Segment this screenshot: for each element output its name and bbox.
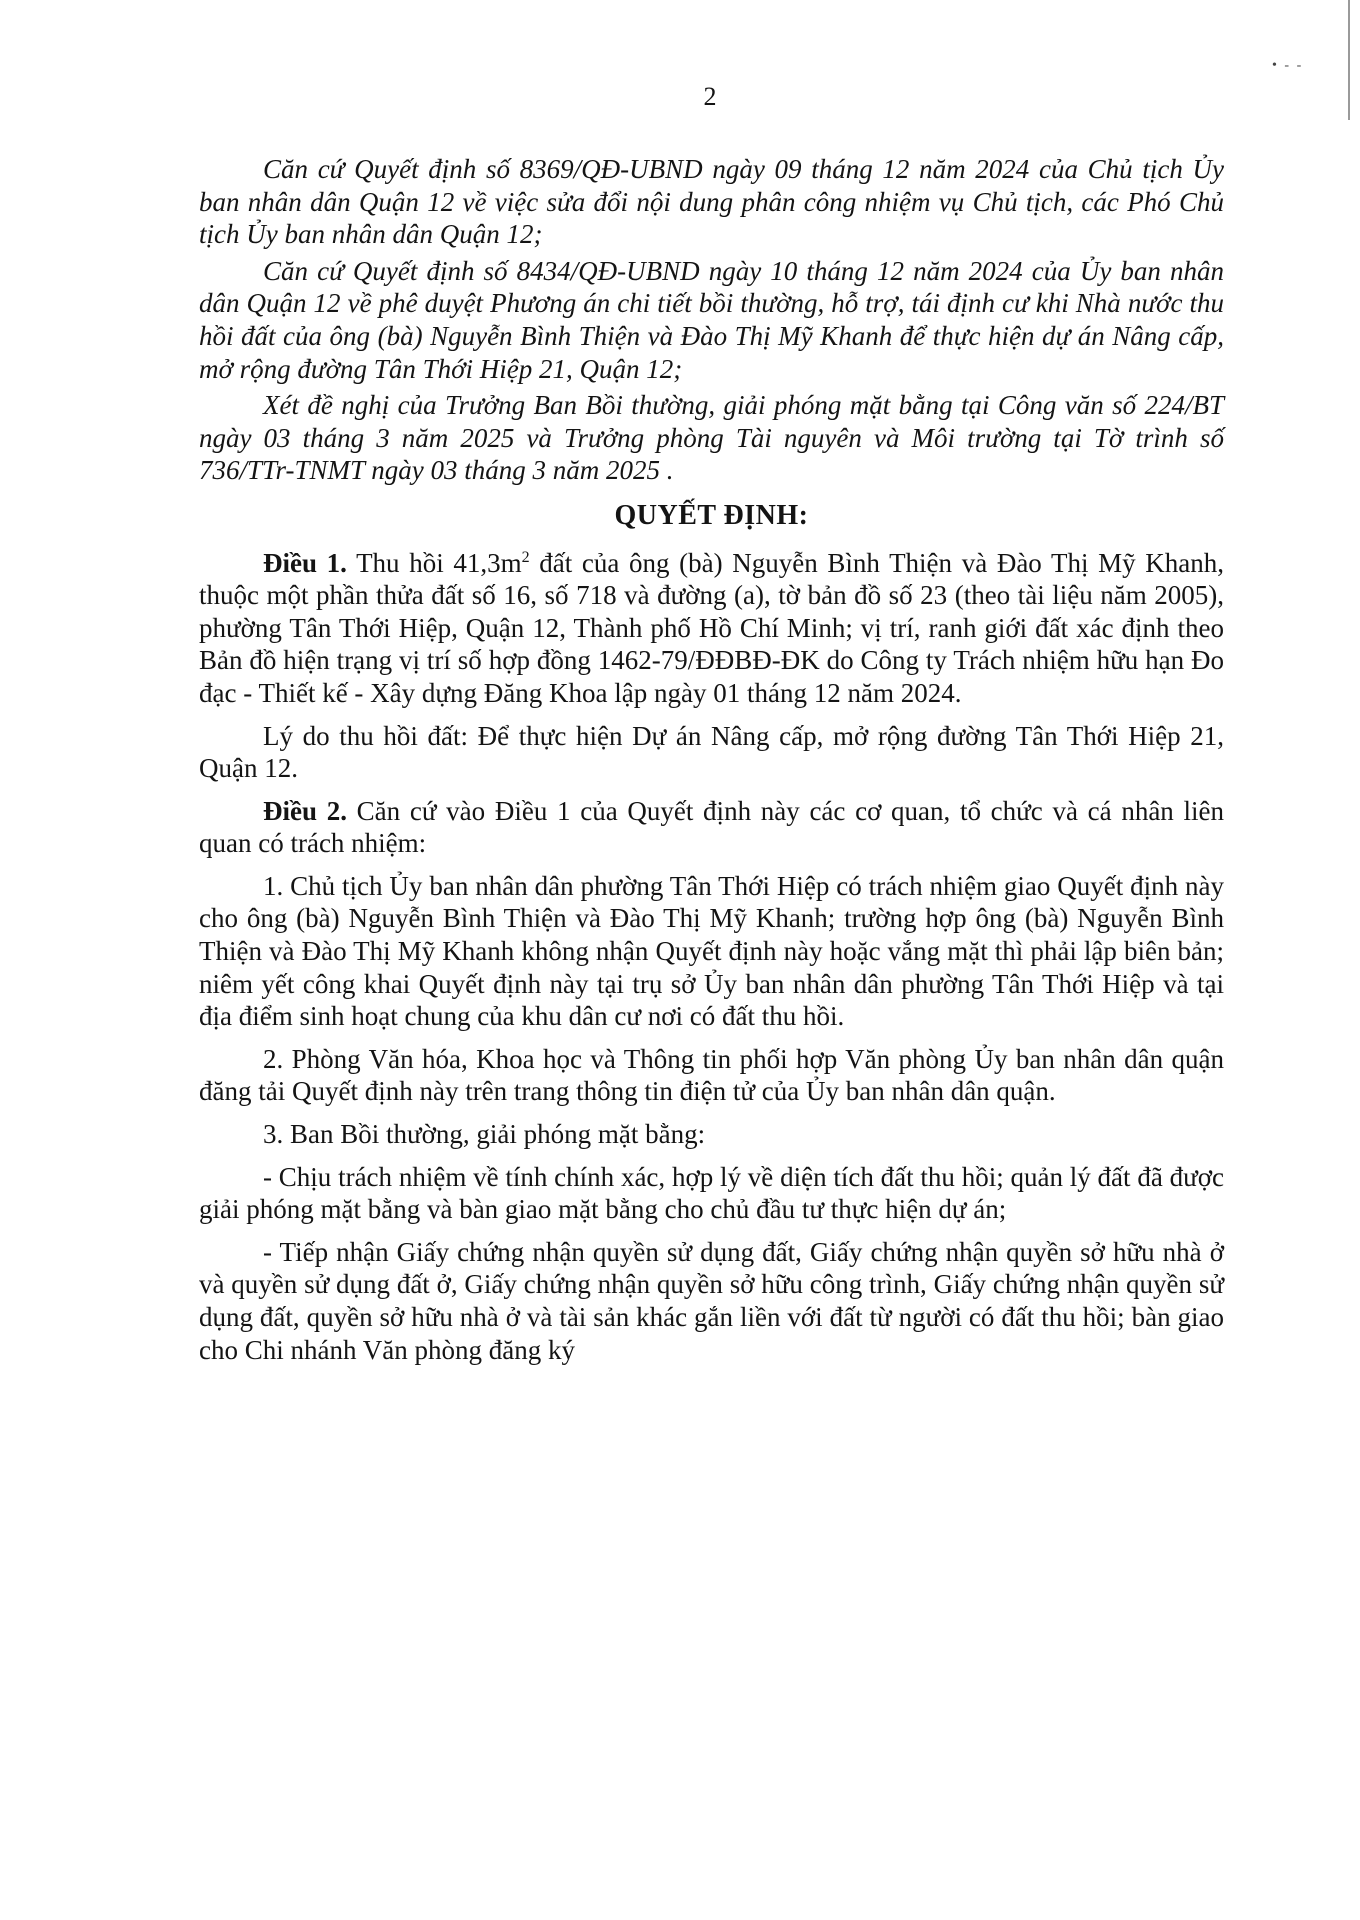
article-1-reason: Lý do thu hồi đất: Để thực hiện Dự án Nâng cấp, mở rộng đường Tân Thới Hiệp 21, Quận 12.: [199, 720, 1224, 784]
preamble-paragraph-3: Xét đề nghị của Trưởng Ban Bồi thường, giải phóng mặt bằng tại Công văn số 224/BT ngày 03 tháng 3 năm 2025 và Trưởng phòng Tài nguyên và Môi trường tại Tờ trình số 736/TTr-TNMT ngày 03 tháng 3 năm 2025 .: [199, 390, 1224, 486]
preamble-paragraph-2: Căn cứ Quyết định số 8434/QĐ-UBND ngày 10 tháng 12 năm 2024 của Ủy ban nhân dân Quận 12 về phê duyệt Phương án chi tiết bồi thường, hỗ trợ, tái định cư khi Nhà nước thu hồi đất của ông (bà) Nguyễn Bình Thiện và Đào Thị Mỹ Khanh để thực hiện dự án Nâng cấp, mở rộng đường Tân Thới Hiệp 21, Quận 12;: [199, 255, 1224, 384]
scan-mark: • - -: [1272, 58, 1304, 73]
article-2-text: Căn cứ vào Điều 1 của Quyết định này các cơ quan, tổ chức và cá nhân liên quan có trách nhiệm:: [199, 795, 1224, 859]
article-2-item-3-bullet-2: - Tiếp nhận Giấy chứng nhận quyền sử dụng đất, Giấy chứng nhận quyền sở hữu nhà ở và quyền sử dụng đất ở, Giấy chứng nhận quyền sở hữu công trình, Giấy chứng nhận quyền sử dụng đất, quyền sở hữu nhà ở và tài sản khác gắn liền với đất từ người có đất thu hồi; bàn giao cho Chi nhánh Văn phòng đăng ký: [199, 1236, 1224, 1365]
area-unit-superscript: 2: [521, 548, 530, 566]
document-body: [199, 153, 1224, 1366]
article-1-label: Điều 1.: [263, 547, 347, 578]
article-2-item-2: 2. Phòng Văn hóa, Khoa học và Thông tin phối hợp Văn phòng Ủy ban nhân dân quận đăng tải Quyết định này trên trang thông tin điện tử của Ủy ban nhân dân quận.: [199, 1043, 1224, 1107]
article-1-text-rest: đất của ông (bà) Nguyễn Bình Thiện và Đào Thị Mỹ Khanh, thuộc một phần thửa đất số 16, số 718 và đường (a), tờ bản đồ số 23 (theo tài liệu năm 2005), phường Tân Thới Hiệp, Quận 12, Thành phố Hồ Chí Minh; vị trí, ranh giới đất xác định theo Bản đồ hiện trạng vị trí số hợp đồng 1462-79/ĐĐBĐ-ĐK do Công ty Trách nhiệm hữu hạn Đo đạc - Thiết kế - Xây dựng Đăng Khoa lập ngày 01 tháng 12 năm 2024.: [199, 547, 1224, 708]
article-1-text-start: Thu hồi 41,3m: [346, 547, 522, 578]
article-2-item-1: 1. Chủ tịch Ủy ban nhân dân phường Tân Thới Hiệp có trách nhiệm giao Quyết định này cho ông (bà) Nguyễn Bình Thiện và Đào Thị Mỹ Khanh; trường hợp ông (bà) Nguyễn Bình Thiện và Đào Thị Mỹ Khanh không nhận Quyết định này hoặc vắng mặt thì phải lập biên bản; niêm yết công khai Quyết định này tại trụ sở Ủy ban nhân dân phường Tân Thới Hiệp và tại địa điểm sinh hoạt chung của khu dân cư nơi có đất thu hồi.: [199, 870, 1224, 1032]
article-2-item-3: 3. Ban Bồi thường, giải phóng mặt bằng:: [263, 1119, 706, 1150]
page-number: 2: [703, 82, 717, 111]
article-1-paragraph: [199, 547, 1224, 710]
article-2-label: Điều 2.: [263, 795, 347, 826]
decision-heading: QUYẾT ĐỊNH:: [614, 499, 809, 531]
article-2-paragraph: [199, 795, 1224, 860]
preamble-paragraph-1: Căn cứ Quyết định số 8369/QĐ-UBND ngày 09 tháng 12 năm 2024 của Chủ tịch Ủy ban nhân dân Quận 12 về việc sửa đổi nội dung phân công nhiệm vụ Chủ tịch, các Phó Chủ tịch Ủy ban nhân dân Quận 12;: [199, 154, 1224, 250]
article-2-item-3-bullet-1: - Chịu trách nhiệm về tính chính xác, hợp lý về diện tích đất thu hồi; quản lý đất đã được giải phóng mặt bằng và bàn giao mặt bằng cho chủ đầu tư thực hiện dự án;: [199, 1161, 1224, 1225]
